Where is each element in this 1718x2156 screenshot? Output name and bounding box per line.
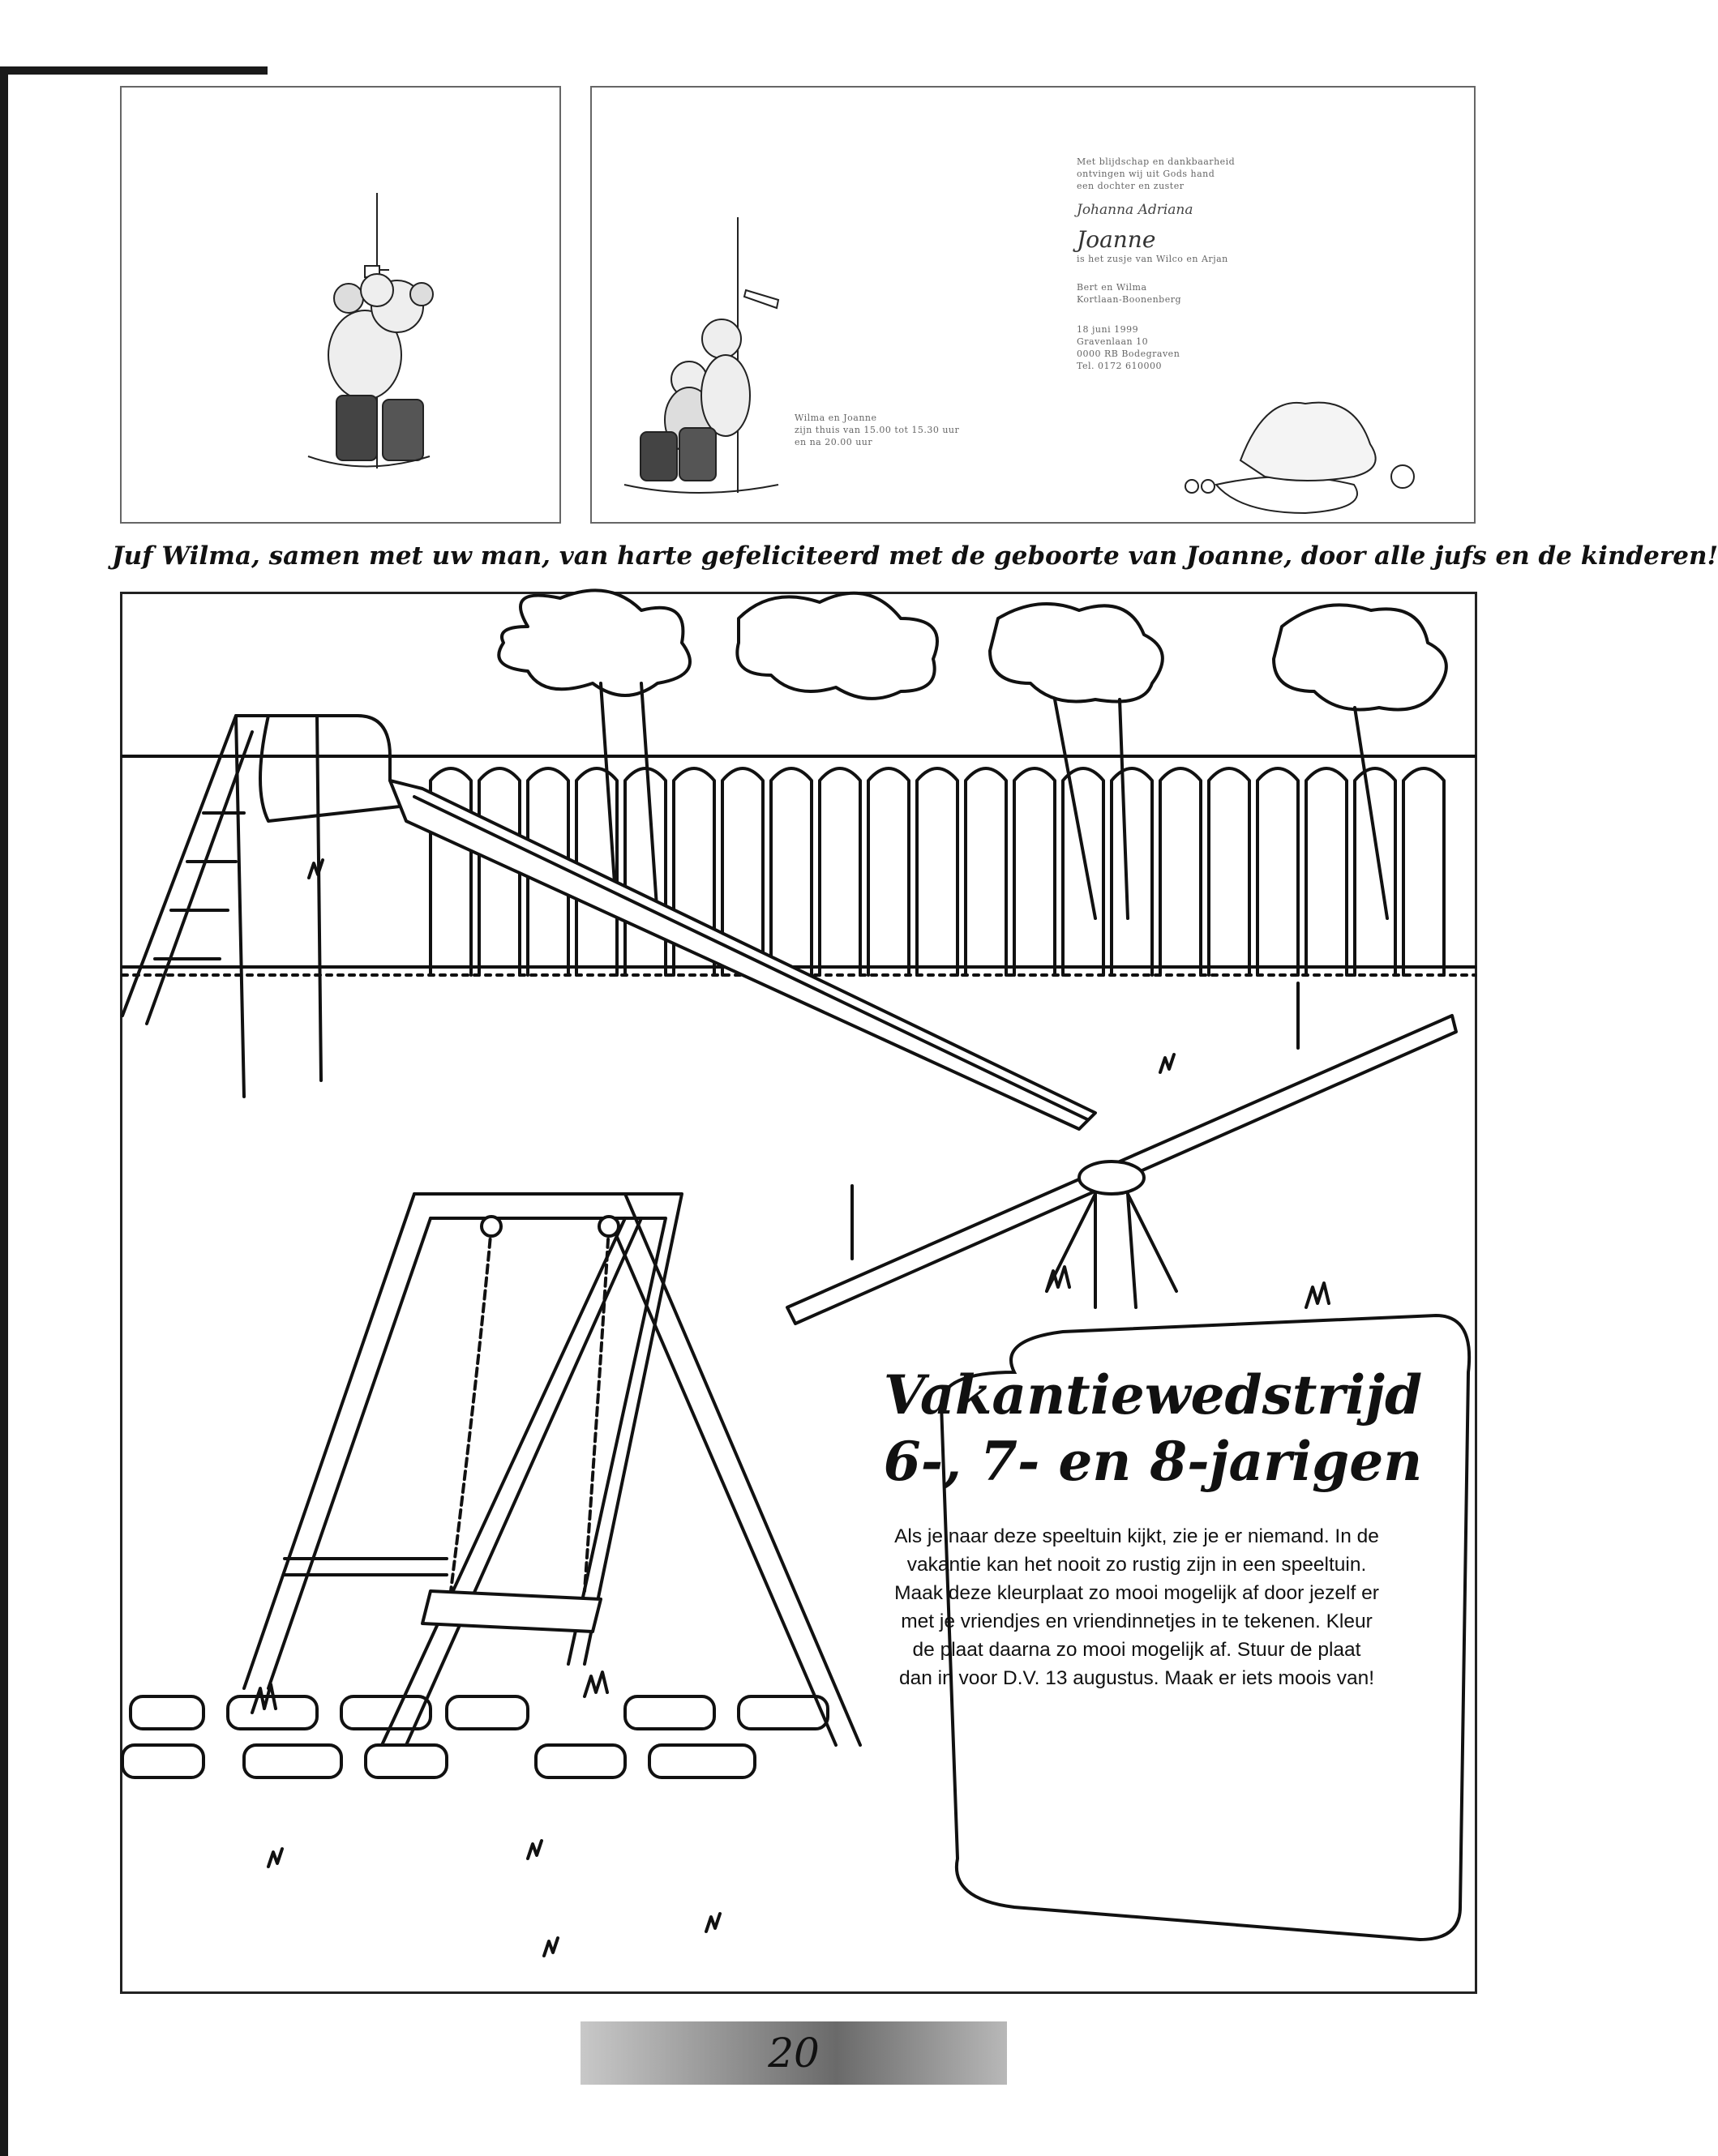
parents-names: Bert en Wilma xyxy=(1077,282,1147,293)
phone: Tel. 0172 610000 xyxy=(1077,361,1162,371)
baby-full-name: Johanna Adriana xyxy=(1077,202,1193,218)
birth-date: 18 juni 1999 xyxy=(1077,324,1139,335)
birth-card-announcement xyxy=(590,86,1476,524)
congratulation-line: Juf Wilma, samen met uw man, van harte gefeliciteerd met de geboorte van Joanne, door alle jufs en de kinderen! xyxy=(112,541,1718,571)
visit-line-1: Wilma en Joanne xyxy=(795,413,877,423)
announcement-text xyxy=(1077,156,1433,372)
visit-line-3: en na 20.00 uur xyxy=(795,437,873,447)
page-number-bar xyxy=(581,2021,1007,2085)
page-number: 20 xyxy=(768,2030,820,2077)
contest-title xyxy=(877,1362,1429,1495)
contest-callout xyxy=(837,1345,1437,1889)
bears-illustration xyxy=(122,88,559,522)
visit-info xyxy=(795,412,1022,448)
scan-edge-left xyxy=(0,73,8,2156)
contest-title-line-2: 6-, 7- en 8-jarigen xyxy=(883,1430,1423,1493)
sibling-line: is het zusje van Wilco en Arjan xyxy=(1077,254,1228,264)
birth-card-cover xyxy=(120,86,561,524)
parents-surname: Kortlaan-Boonenberg xyxy=(1077,294,1182,305)
contest-title-line-1: Vakantiewedstrijd xyxy=(883,1363,1423,1427)
visit-line-2: zijn thuis van 15.00 tot 15.30 uur xyxy=(795,425,960,435)
announcement-line-3: een dochter en zuster xyxy=(1077,181,1185,191)
contest-body: Als je naar deze speeltuin kijkt, zie je er niemand. In de vakantie kan het nooit zo rustig zijn in een speeltuin. Maak deze kleurplaat zo mooi mogelijk af door jezelf er met je vriendjes en vriendinnetjes in te tekenen. Kleur de plaat daarna zo mooi mogelijk af. Stuur de plaat dan in voor D.V. 13 augustus. Maak er iets moois van! xyxy=(894,1525,1379,1689)
address-city: 0000 RB Bodegraven xyxy=(1077,349,1180,359)
baby-call-name: Joanne xyxy=(1077,226,1156,253)
scan-edge-top xyxy=(0,66,268,75)
address-street: Gravenlaan 10 xyxy=(1077,336,1149,347)
announcement-line-1: Met blijdschap en dankbaarheid xyxy=(1077,156,1236,167)
announcement-line-2: ontvingen wij uit Gods hand xyxy=(1077,169,1215,179)
